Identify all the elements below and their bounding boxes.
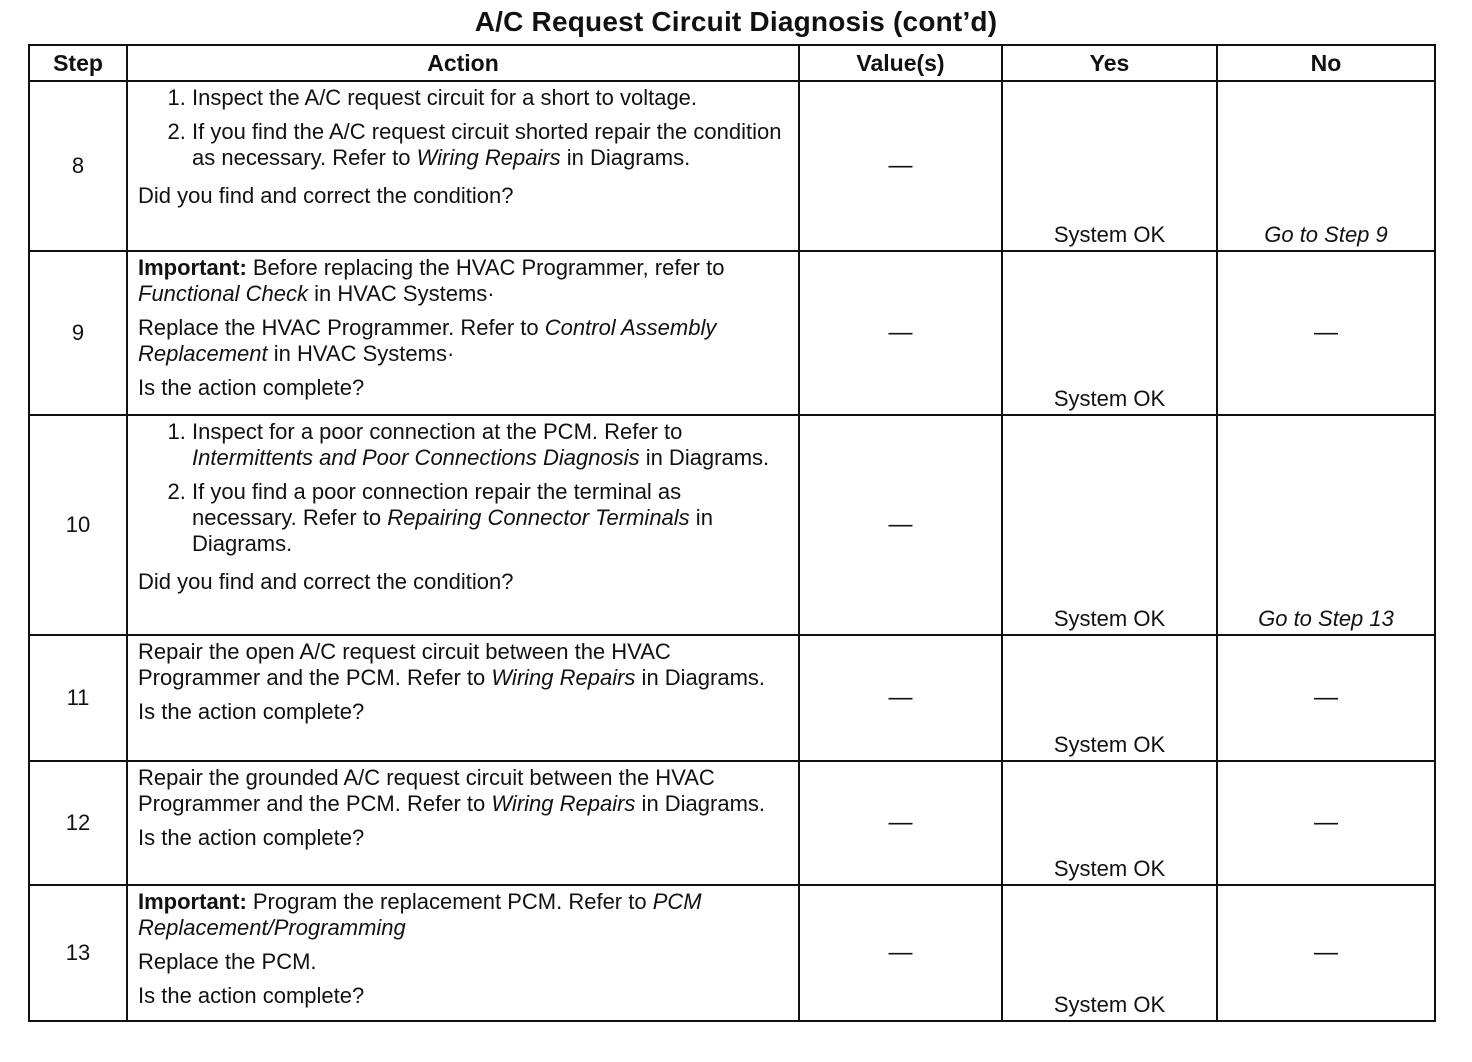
no-cell xyxy=(1217,635,1435,761)
no-result: Go to Step 9 xyxy=(1264,222,1388,247)
step-number: 12 xyxy=(29,761,127,885)
question-text: Is the action complete? xyxy=(138,699,365,724)
value-cell: — xyxy=(799,761,1002,885)
yes-result: System OK xyxy=(1053,222,1166,247)
instruction-text: Replace the PCM. xyxy=(138,949,317,974)
yes-cell xyxy=(1002,81,1217,251)
yes-result: System OK xyxy=(1053,732,1166,757)
table-row-step-9 xyxy=(29,251,1435,415)
instruction-text: Replace the HVAC Programmer. Refer to Control Assembly Replacement in HVAC Systems· xyxy=(138,315,717,366)
value-cell: — xyxy=(799,81,1002,251)
question-text: Is the action complete? xyxy=(138,375,365,400)
question-text: Is the action complete? xyxy=(138,983,365,1008)
table-row-step-11 xyxy=(29,635,1435,761)
yes-result: System OK xyxy=(1053,856,1166,881)
reference-link: Wiring Repairs xyxy=(491,791,636,816)
yes-cell xyxy=(1002,251,1217,415)
no-cell xyxy=(1217,761,1435,885)
reference-link: PCM Replacement/Programming xyxy=(138,889,702,940)
no-result: — xyxy=(1314,939,1338,966)
question-text: Did you find and correct the condition? xyxy=(138,569,514,594)
reference-link: Control Assembly Replacement xyxy=(138,315,717,366)
yes-cell xyxy=(1002,885,1217,1021)
list-item: 2. If you find a poor connection repair the terminal as necessary. Refer to Repairing Connector Terminals in Diagrams. xyxy=(192,479,790,557)
question-text: Is the action complete? xyxy=(138,825,365,850)
instruction-text: Repair the grounded A/C request circuit between the HVAC Programmer and the PCM. Refer to Wiring Repairs in Diagrams. xyxy=(138,765,766,816)
action-cell xyxy=(127,761,799,885)
no-cell xyxy=(1217,885,1435,1021)
no-result: — xyxy=(1314,319,1338,346)
table-row-step-8 xyxy=(29,81,1435,251)
step-number: 9 xyxy=(29,251,127,415)
reference-link: Wiring Repairs xyxy=(491,665,636,690)
yes-cell xyxy=(1002,635,1217,761)
yes-result: System OK xyxy=(1053,992,1166,1017)
no-result: — xyxy=(1314,809,1338,836)
table-row-step-12 xyxy=(29,761,1435,885)
value-cell: — xyxy=(799,635,1002,761)
list-item: 1. Inspect for a poor connection at the PCM. Refer to Intermittents and Poor Connections Diagnosis in Diagrams. xyxy=(192,419,790,471)
yes-cell xyxy=(1002,761,1217,885)
reference-link: Intermittents and Poor Connections Diagnosis xyxy=(192,445,640,470)
important-note: Important: Program the replacement PCM. Refer to PCM Replacement/Programming xyxy=(138,889,702,940)
no-cell xyxy=(1217,251,1435,415)
yes-cell xyxy=(1002,415,1217,635)
step-number: 10 xyxy=(29,415,127,635)
important-note: Important: Before replacing the HVAC Programmer, refer to Functional Check in HVAC Systems· xyxy=(138,255,725,306)
no-result: — xyxy=(1314,684,1338,711)
action-cell xyxy=(127,81,799,251)
action-cell xyxy=(127,885,799,1021)
page-title: A/C Request Circuit Diagnosis (cont’d) xyxy=(474,6,998,37)
value-cell: — xyxy=(799,885,1002,1021)
diagnosis-table xyxy=(28,44,1436,1022)
action-cell xyxy=(127,415,799,635)
reference-link: Functional Check xyxy=(138,281,308,306)
header-row xyxy=(29,45,1435,81)
instruction-list xyxy=(138,419,790,565)
reference-link: Repairing Connector Terminals xyxy=(387,505,690,530)
header-step: Step xyxy=(29,45,127,81)
no-cell xyxy=(1217,415,1435,635)
instruction-text: Repair the open A/C request circuit between the HVAC Programmer and the PCM. Refer to Wiring Repairs in Diagrams. xyxy=(138,639,766,690)
list-item: 1. Inspect the A/C request circuit for a short to voltage. xyxy=(192,85,790,111)
step-number: 13 xyxy=(29,885,127,1021)
header-yes: Yes xyxy=(1002,45,1217,81)
action-cell xyxy=(127,251,799,415)
no-cell xyxy=(1217,81,1435,251)
table-row-step-10 xyxy=(29,415,1435,635)
step-number: 8 xyxy=(29,81,127,251)
reference-link: Wiring Repairs xyxy=(416,145,561,170)
action-cell xyxy=(127,635,799,761)
table-row-step-13 xyxy=(29,885,1435,1021)
value-cell: — xyxy=(799,415,1002,635)
instruction-list xyxy=(138,85,790,179)
yes-result: System OK xyxy=(1053,606,1166,631)
header-values: Value(s) xyxy=(799,45,1002,81)
yes-result: System OK xyxy=(1053,386,1166,411)
no-result: Go to Step 13 xyxy=(1258,606,1394,631)
question-text: Did you find and correct the condition? xyxy=(138,183,514,208)
header-action: Action xyxy=(127,45,799,81)
header-no: No xyxy=(1217,45,1435,81)
value-cell: — xyxy=(799,251,1002,415)
list-item: 2. If you find the A/C request circuit shorted repair the condition as necessary. Refer to Wiring Repairs in Diagrams. xyxy=(192,119,790,171)
step-number: 11 xyxy=(29,635,127,761)
